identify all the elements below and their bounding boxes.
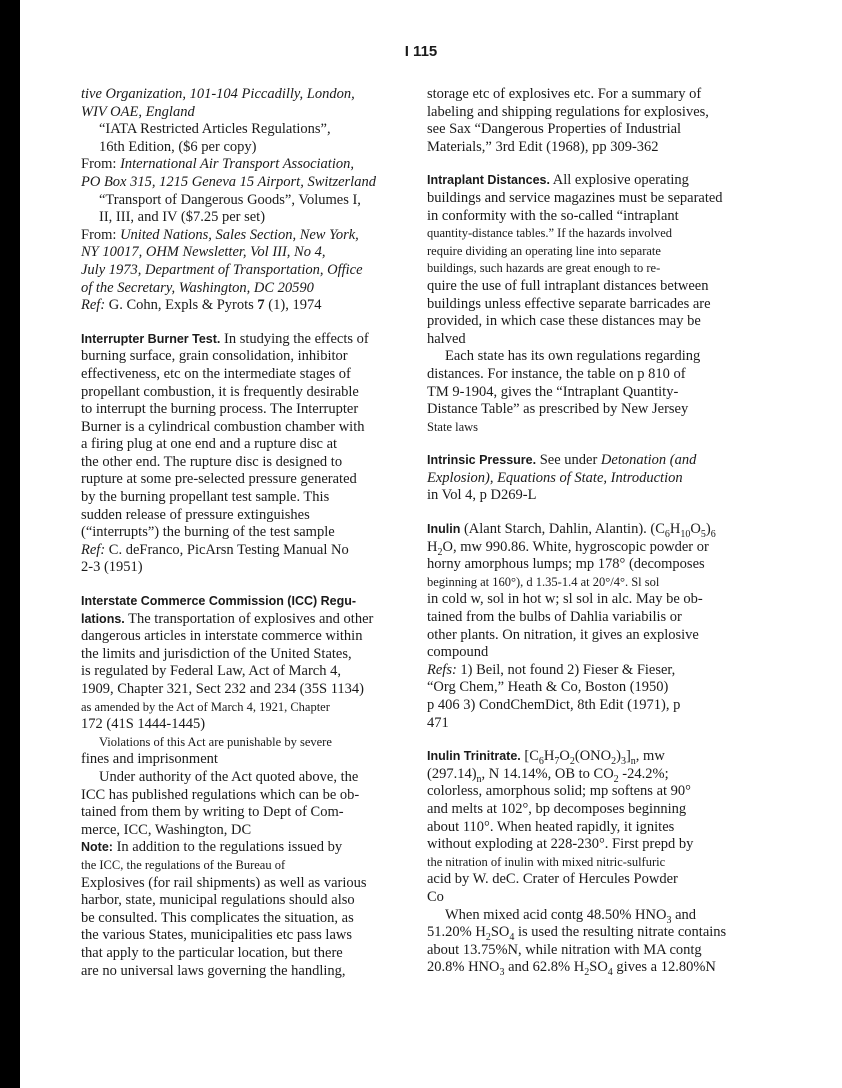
text-line: other plants. On nitration, it gives an explosive <box>427 626 699 643</box>
text-line: storage etc of explosives etc. For a summary of <box>427 86 702 102</box>
text-line: propellant combustion, it is frequently desirable <box>81 383 359 400</box>
text-line: 1909, Chapter 321, Sect 232 and 234 (35S 1134) <box>81 681 364 697</box>
text-line: Intrinsic Pressure. See under Detonation (and <box>427 452 697 469</box>
text-line: acid by W. deC. Crater of Hercules Powder <box>427 871 678 888</box>
text-line: 51.20% $H_2SO_4$ is used the resulting nitrate contains <box>427 924 727 944</box>
text-line: burning surface, grain consolidation, inhibitor <box>81 348 348 365</box>
text-line: Refs: 1) Beil, not found 2) Fieser & Fieser, <box>427 661 676 678</box>
text-line: p 406 3) CondChemDict, 8th Edit (1971), p <box>427 697 681 713</box>
text-line: Explosion), Equations of State, Introduction <box>427 469 683 486</box>
text-line: 20.8% $HNO_3$ and 62.8% $H_2SO_4$ gives a 12.80%N <box>427 959 716 979</box>
text-line: Inulin Trinitrate. $[C_6H_7O_2(ONO_2)_3]_n$, mw <box>427 748 665 768</box>
text-line: When mixed acid contg 48.50% $HNO_3$ and <box>445 906 697 926</box>
text-line: provided, in which case these distances may be <box>427 313 701 330</box>
right-column <box>427 86 767 977</box>
text-line: compound <box>427 644 489 661</box>
text-line: in cold w, sol in hot w; sl sol in alc. May be ob- <box>427 591 703 608</box>
scan-edge <box>0 0 20 1088</box>
text-line: Interrupter Burner Test. In studying the effects of <box>81 330 369 347</box>
text-line: Co <box>427 888 444 905</box>
text-line: Interstate Commerce Commission (ICC) Regu- <box>81 594 357 609</box>
text-line: are no universal laws governing the handling, <box>81 962 346 979</box>
text-line: a firing plug at one end and a rupture disc at <box>81 436 338 453</box>
paragraph-gap <box>427 436 767 452</box>
page-number: I 115 <box>404 43 438 60</box>
text-line: effectiveness, etc on the intermediate stages of <box>81 365 351 382</box>
text-line: by the burning propellant test sample. This <box>81 489 330 506</box>
paragraph-gap <box>81 577 411 593</box>
text-line: WIV OAE, England <box>81 103 195 120</box>
text-line: and melts at 102°, bp decomposes beginning <box>427 800 687 817</box>
text-line: as amended by the Act of March 4, 1921, Chapter <box>81 699 330 714</box>
text-line: that apply to the particular location, but there <box>81 944 343 961</box>
text-line: distances. For instance, the table on p 810 of <box>427 365 686 382</box>
text-line: to interrupt the burning process. The Interrupter <box>81 401 359 418</box>
text-line: NY 10017, OHM Newsletter, Vol III, No 4, <box>81 244 326 261</box>
text-line: dangerous articles in interstate commerce within <box>81 628 363 645</box>
text-line: “Org Chem,” Heath & Co, Boston (1950) <box>427 679 669 696</box>
text-line: see Sax “Dangerous Properties of Industrial <box>427 121 682 138</box>
text-line: quire the use of full intraplant distances between <box>427 277 709 294</box>
text-line: sudden release of pressure extinguishes <box>81 506 310 523</box>
text-line: colorless, amorphous solid; mp softens at 90° <box>427 783 691 800</box>
text-line: about 13.75%N, while nitration with MA contg <box>427 941 702 958</box>
text-line: Intraplant Distances. All explosive operating <box>427 172 689 189</box>
text-line: $(297.14)_n$, N 14.14%, OB to $CO_2$ -24.2%; <box>427 765 669 785</box>
text-line: “Transport of Dangerous Goods”, Volumes I, <box>99 191 361 208</box>
text-line: about 110°. When heated rapidly, it ignites <box>427 818 675 835</box>
paragraph-gap <box>427 505 767 521</box>
text-line: $H_2O$, mw 990.86. White, hygroscopic powder or <box>427 538 709 558</box>
text-line: fines and imprisonment <box>81 751 218 768</box>
text-line: require dividing an operating line into separate <box>427 243 661 258</box>
text-line: harbor, state, municipal regulations should also <box>81 892 355 909</box>
text-line: merce, ICC, Washington, DC <box>81 821 252 838</box>
text-line: halved <box>427 330 466 347</box>
text-line: Under authority of the Act quoted above, the <box>99 768 359 785</box>
text-line: is regulated by Federal Law, Act of March 4, <box>81 663 341 680</box>
text-line: 2-3 (1951) <box>81 559 143 576</box>
text-line: Burner is a cylindrical combustion chamber with <box>81 418 365 435</box>
text-line: labeling and shipping regulations for explosives, <box>427 103 709 120</box>
text-line: July 1973, Department of Transportation, Office <box>81 261 363 278</box>
text-line: tive Organization, 101-104 Piccadilly, London, <box>81 86 355 102</box>
text-line: of the Secretary, Washington, DC 20590 <box>81 279 314 296</box>
text-line: 16th Edition, ($6 per copy) <box>99 138 257 155</box>
text-line: tained from them by writing to Dept of Com- <box>81 804 344 821</box>
text-line: horny amorphous lumps; mp 178° (decomposes <box>427 556 705 573</box>
text-line: Inulin (Alant Starch, Dahlin, Alantin). $(C_6H_{10}O_5)_6$ <box>427 521 716 540</box>
left-column <box>81 86 411 980</box>
text-line: buildings unless effective separate barricades are <box>427 295 711 312</box>
paragraph-gap <box>427 156 767 172</box>
text-line: tained from the bulbs of Dahlia variabilis or <box>427 609 682 626</box>
text-line: ICC has published regulations which can be ob- <box>81 786 360 803</box>
text-line: beginning at 160°), d 1.35-1.4 at 20°/4°. Sl sol <box>427 574 660 589</box>
text-line: the limits and jurisdiction of the United States, <box>81 645 352 662</box>
text-line: the nitration of inulin with mixed nitric-sulfuric <box>427 854 666 869</box>
text-line: Each state has its own regulations regarding <box>445 348 701 365</box>
text-line: rupture at some pre-selected pressure generated <box>81 471 357 488</box>
text-line: the other end. The rupture disc is designed to <box>81 453 343 470</box>
text-line: buildings and service magazines must be separated <box>427 189 723 206</box>
text-line: (“interrupts”) the burning of the test sample <box>81 524 335 541</box>
text-line: Materials,” 3rd Edit (1968), pp 309-362 <box>427 138 659 155</box>
text-line: From: United Nations, Sales Section, New York, <box>81 226 359 243</box>
text-line: Ref: G. Cohn, Expls & Pyrots 7 (1), 1974 <box>81 297 322 314</box>
text-line: TM 9-1904, gives the “Intraplant Quantity- <box>427 383 679 400</box>
text-line: be consulted. This complicates the situation, as <box>81 909 354 926</box>
text-line: II, III, and IV ($7.25 per set) <box>99 209 266 226</box>
text-line: Note: In addition to the regulations issued by <box>81 839 343 856</box>
text-line: Violations of this Act are punishable by severe <box>99 734 332 749</box>
text-line: quantity-distance tables.” If the hazards involved <box>427 226 673 241</box>
text-line: 172 (41S 1444-1445) <box>81 716 206 733</box>
text-line: lations. The transportation of explosives and other <box>81 610 374 627</box>
text-line: State laws <box>427 419 479 434</box>
text-line: in Vol 4, p D269-L <box>427 487 537 504</box>
text-line: “IATA Restricted Articles Regulations”, <box>99 121 331 138</box>
text-line: Ref: C. deFranco, PicArsn Testing Manual No <box>81 541 349 558</box>
text-line: in conformity with the so-called “intraplant <box>427 207 679 224</box>
text-line: without exploding at 228-230°. First prepd by <box>427 836 694 853</box>
text-line: From: International Air Transport Association, <box>81 156 354 173</box>
text-line: Explosives (for rail shipments) as well as various <box>81 874 367 891</box>
text-line: Distance Table” as prescribed by New Jersey <box>427 401 689 418</box>
text-line: buildings, such hazards are great enough to re- <box>427 261 661 276</box>
paragraph-gap <box>81 315 411 331</box>
text-line: PO Box 315, 1215 Geneva 15 Airport, Switzerland <box>81 173 376 190</box>
text-line: the ICC, the regulations of the Bureau of <box>81 857 286 872</box>
paragraph-gap <box>427 732 767 748</box>
text-line: 471 <box>427 714 449 731</box>
text-line: the various States, municipalities etc pass laws <box>81 927 353 944</box>
